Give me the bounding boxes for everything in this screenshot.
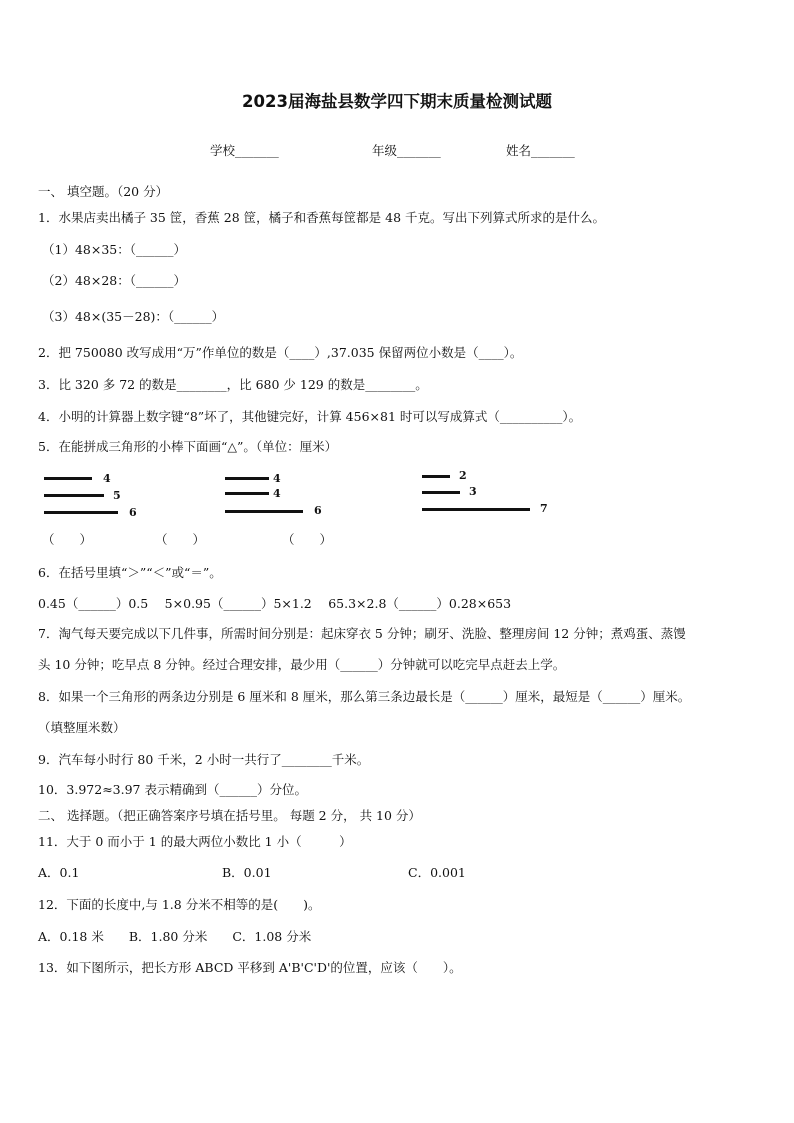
answer-paren: （ ） bbox=[282, 532, 333, 547]
stick bbox=[44, 511, 118, 514]
name-field: 姓名_______ bbox=[506, 143, 575, 158]
section-heading-multiple-choice: 二、 选择题。（把正确答案序号填在括号里。 每题 2 分， 共 10 分） bbox=[38, 808, 421, 823]
stick-length-label: 3 bbox=[469, 485, 477, 498]
question-7-line-1: 7．淘气每天要完成以下几件事，所需时间分别是：起床穿衣 5 分钟；刷牙、洗脸、整理房间 12 分钟；煮鸡蛋、蒸馒 bbox=[38, 626, 686, 641]
question-12-options: A．0.18 米 B．1.80 分米 C．1.08 分米 bbox=[38, 929, 312, 944]
question-1-part-1: （1）48×35：（______） bbox=[42, 242, 186, 257]
question-2: 2．把 750080 改写成用“万”作单位的数是（____）,37.035 保留两位小数是（____）。 bbox=[38, 345, 523, 360]
stick-length-label: 6 bbox=[129, 506, 137, 519]
school-field: 学校_______ bbox=[210, 143, 279, 158]
question-1-part-2: （2）48×28：（______） bbox=[42, 273, 186, 288]
question-11-option-b: B．0.01 bbox=[222, 865, 272, 880]
section-heading-fill-blank: 一、 填空题。（20 分） bbox=[38, 184, 169, 199]
question-3: 3．比 320 多 72 的数是________，比 680 少 129 的数是________。 bbox=[38, 377, 428, 392]
question-11: 11．大于 0 而小于 1 的最大两位小数比 1 小（ ） bbox=[38, 834, 352, 849]
stick bbox=[225, 492, 269, 495]
page-title: 2023届海盐县数学四下期末质量检测试题 bbox=[242, 92, 552, 111]
answer-paren: （ ） bbox=[42, 532, 93, 547]
question-8-line-1: 8．如果一个三角形的两条边分别是 6 厘米和 8 厘米，那么第三条边最长是（______）厘米，最短是（______）厘米。 bbox=[38, 689, 691, 704]
question-1: 1．水果店卖出橘子 35 筐，香蕉 28 筐，橘子和香蕉每筐都是 48 千克。写出下列算式所求的是什么。 bbox=[38, 210, 606, 225]
stick bbox=[422, 475, 450, 478]
question-6: 6．在括号里填“＞”“＜”或“＝”。 bbox=[38, 565, 222, 580]
stick-length-label: 5 bbox=[113, 489, 121, 502]
stick bbox=[44, 477, 92, 480]
question-6-items: 0.45（______）0.5 5×0.95（______）5×1.2 65.3×2.8（______）0.28×653 bbox=[38, 596, 512, 611]
stick-length-label: 2 bbox=[459, 469, 467, 482]
question-1-part-3: （3）48×(35－28)：（______） bbox=[42, 309, 225, 324]
question-8-line-2: （填整厘米数） bbox=[38, 720, 126, 735]
grade-field: 年级_______ bbox=[372, 143, 441, 158]
question-12: 12．下面的长度中,与 1.8 分米不相等的是( )。 bbox=[38, 897, 321, 912]
stick bbox=[44, 494, 104, 497]
stick bbox=[225, 510, 303, 513]
question-4: 4．小明的计算器上数字键“8”坏了，其他键完好，计算 456×81 时可以写成算式（__________）。 bbox=[38, 409, 582, 424]
stick bbox=[225, 477, 269, 480]
stick-length-label: 4 bbox=[103, 472, 111, 485]
question-10: 10．3.972≈3.97 表示精确到（______）分位。 bbox=[38, 782, 307, 797]
question-5: 5．在能拼成三角形的小棒下面画“△”。（单位：厘米） bbox=[38, 439, 338, 454]
question-9: 9．汽车每小时行 80 千米，2 小时一共行了________千米。 bbox=[38, 752, 370, 767]
question-7-line-2: 头 10 分钟；吃早点 8 分钟。经过合理安排，最少用（______）分钟就可以吃完早点赶去上学。 bbox=[38, 657, 566, 672]
stick-length-label: 4 bbox=[273, 487, 281, 500]
stick bbox=[422, 491, 460, 494]
stick-length-label: 4 bbox=[273, 472, 281, 485]
answer-paren: （ ） bbox=[155, 532, 206, 547]
question-11-option-a: A．0.1 bbox=[38, 865, 80, 880]
question-11-option-c: C．0.001 bbox=[408, 865, 466, 880]
stick-length-label: 7 bbox=[540, 502, 548, 515]
question-13: 13．如下图所示，把长方形 ABCD 平移到 A'B'C'D'的位置，应该（ ）。 bbox=[38, 960, 462, 975]
stick-length-label: 6 bbox=[314, 504, 322, 517]
stick bbox=[422, 508, 530, 511]
